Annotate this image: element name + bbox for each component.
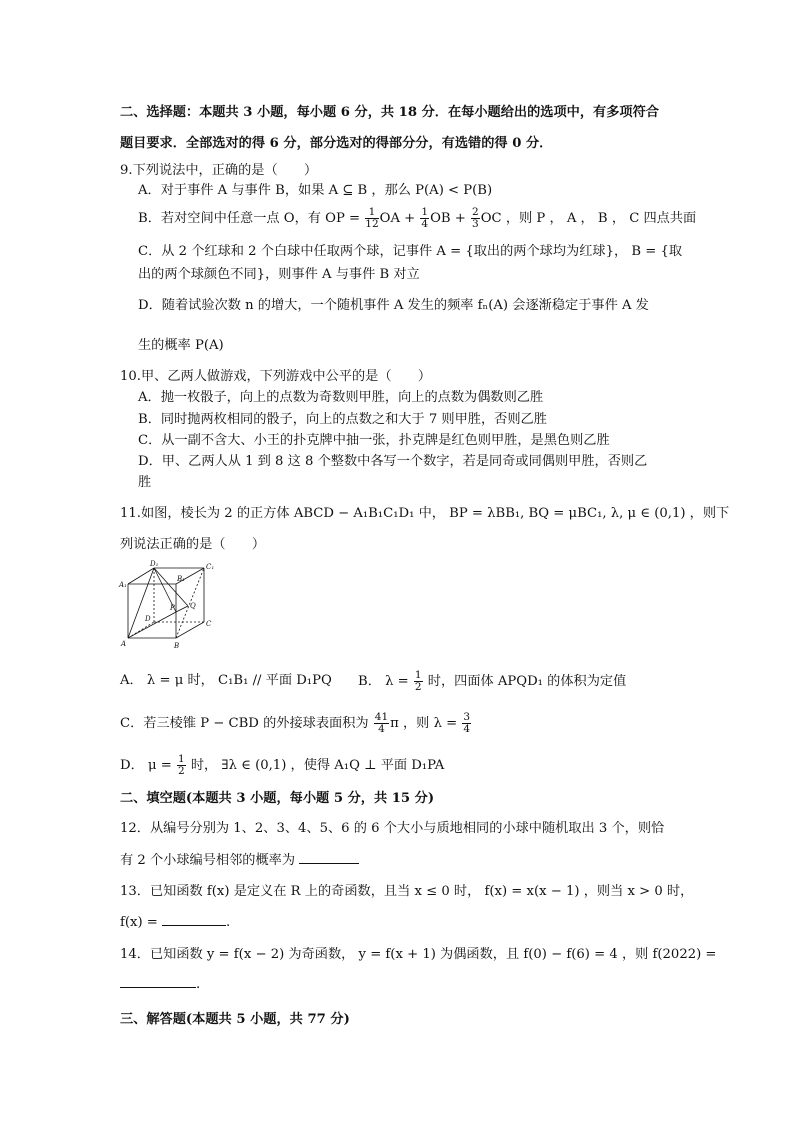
- fraction: [471, 207, 480, 230]
- q14-line1: 14．已知函数 y = f(x − 2) 为奇函数， y = f(x + 1) 为偶函数，且 f(0) − f(6) = 4 ，则 f(2022) =: [120, 947, 717, 962]
- q13-line2-text: f(x) =: [120, 915, 163, 930]
- fraction-denominator: 4: [378, 723, 385, 735]
- q14-line2-end: .: [196, 977, 201, 992]
- q14-line2: [120, 976, 200, 994]
- q10-option-d-line1: D．甲、乙两人从 1 到 8 这 8 个整数中各写一个数字，若是同奇或同偶则甲胜，否则乙: [138, 454, 648, 469]
- q12-line2: [120, 852, 359, 870]
- fraction: [374, 712, 389, 735]
- line-d1q: [154, 568, 188, 606]
- q10-option-d-line2: 胜: [138, 475, 152, 490]
- q11-option-c: [120, 712, 472, 735]
- section-answer-header: 三、解答题(本题共 5 小题，共 77 分): [120, 1012, 350, 1027]
- fraction-denominator: 2: [414, 681, 422, 693]
- q9-option-c-line1: C．从 2 个红球和 2 个白球中任取两个球，记事件 A = {取出的两个球均为红球}， B = {取: [138, 244, 683, 259]
- q10-option-b: B．同时抛两枚相同的骰子，向上的点数之和大于 7 则甲胜，否则乙胜: [138, 412, 547, 427]
- q11-option-d: [120, 754, 444, 777]
- fig-label-c: C: [206, 620, 212, 628]
- fraction: [177, 754, 186, 777]
- q12-answer-blank: [299, 863, 359, 864]
- fraction: [414, 670, 423, 693]
- q13-line2: [120, 914, 230, 932]
- q9-option-d-line2: 生的概率 P(A): [138, 338, 224, 353]
- q9-option-c-line2: 出的两个球颜色不同}，则事件 A 与事件 B 对立: [138, 267, 420, 282]
- q9-option-d-line1: D．随着试验次数 n 的增大，一个随机事件 A 发生的频率 fₙ(A) 会逐渐稳定于事件 A 发: [138, 298, 649, 313]
- fraction: [420, 207, 429, 230]
- cube-figure: [116, 560, 220, 652]
- q10-option-a: A．抛一枚骰子，向上的点数为奇数则甲胜，向上的点数为偶数则乙胜: [138, 390, 544, 405]
- q11-d-prefix: D． μ =: [120, 758, 176, 773]
- fraction-numerator: 41: [374, 711, 389, 723]
- q11-option-a: A． λ = μ 时， C₁B₁ // 平面 D₁PQ: [120, 673, 332, 688]
- fraction-numerator: 1: [365, 207, 378, 219]
- fraction-numerator: 1: [421, 206, 429, 218]
- fig-label-c1: C₁: [206, 563, 215, 571]
- fraction-denominator: 2: [177, 765, 185, 777]
- q11-d-suffix: 时， ∃λ ∈ (0,1) ，使得 A₁Q ⊥ 平面 D₁PA: [186, 758, 445, 773]
- q11-option-b: [358, 670, 626, 693]
- fraction-numerator: 2: [472, 206, 479, 218]
- q13-line1: 13．已知函数 f(x) 是定义在 R 上的奇函数，且当 x ≤ 0 时， f(x) = x(x − 1) ，则当 x > 0 时，: [120, 884, 694, 899]
- q9-b-term3: OC ，则 P ， A ， B ， C 四点共面: [480, 211, 697, 226]
- fig-label-d: D: [145, 615, 151, 623]
- q11-c-middle: π ，则 λ =: [390, 716, 462, 731]
- line-ap: [128, 612, 176, 638]
- q10-stem: 10.甲、乙两人做游戏，下列游戏中公平的是（ ）: [120, 369, 432, 384]
- fig-label-b1: B₁: [177, 575, 185, 583]
- fig-label-a1: A₁: [119, 581, 127, 589]
- section-mc-header-line1: 二、选择题：本题共 3 小题，每小题 6 分，共 18 分．在每小题给出的选项中，有多项符合: [120, 105, 659, 120]
- fraction-denominator: 3: [472, 218, 479, 230]
- section-fill-header: 二、填空题(本题共 3 小题，每小题 5 分，共 15 分): [120, 791, 435, 806]
- q11-stem-line1: 11.如图，棱长为 2 的正方体 ABCD − A₁B₁C₁D₁ 中， BP = λBB₁, BQ = μBC₁, λ, μ ∈ (0,1) ，则下: [120, 506, 730, 521]
- q12-line1: 12．从编号分别为 1、2、3、4、5、6 的 6 个大小与质地相同的小球中随机取出 3 个，则恰: [120, 821, 665, 836]
- fraction-denominator: 12: [365, 218, 379, 230]
- q9-b-prefix: B．若对空间中任意一点 O，有 OP =: [138, 211, 365, 226]
- line-pq: [176, 606, 188, 612]
- q12-line2-text: 有 2 个小球编号相邻的概率为: [120, 853, 296, 868]
- q14-answer-blank: [120, 987, 196, 988]
- q13-answer-blank: [162, 925, 226, 926]
- fraction: [365, 207, 378, 230]
- q11-stem-line2: 列说法正确的是（ ）: [120, 537, 266, 552]
- q9-b-term1: OA +: [379, 211, 420, 226]
- q13-line2-end: .: [226, 915, 231, 930]
- q9-b-term2: OB +: [430, 211, 471, 226]
- fraction-denominator: 4: [421, 218, 429, 230]
- q9-stem: 9.下列说法中，正确的是（ ）: [120, 163, 318, 178]
- section-mc-header-line2: 题目要求．全部选对的得 6 分，部分选对的得部分分，有选错的得 0 分．: [120, 136, 553, 151]
- q9-option-a: A．对于事件 A 与事件 B，如果 A ⊆ B ，那么 P(A) < P(B): [138, 183, 493, 198]
- fraction-numerator: 3: [463, 711, 471, 723]
- fraction-numerator: 1: [414, 669, 422, 681]
- fig-label-d1: D₁: [150, 560, 159, 568]
- edge-a1d1: [128, 568, 154, 584]
- q11-c-prefix: C．若三棱锥 P − CBD 的外接球表面积为: [120, 716, 373, 731]
- fig-label-a: A: [121, 640, 127, 648]
- q10-option-c: C．从一副不含大、小王的扑克牌中抽一张，扑克牌是红色则甲胜，是黑色则乙胜: [138, 433, 610, 448]
- fig-label-q: Q: [190, 602, 196, 610]
- line-ad1: [128, 568, 154, 638]
- q11-b-suffix: 时，四面体 APQD₁ 的体积为定值: [423, 674, 627, 689]
- fraction: [462, 712, 471, 735]
- fraction-numerator: 1: [177, 753, 185, 765]
- fig-label-p: P: [170, 604, 175, 612]
- fraction-denominator: 4: [463, 723, 471, 735]
- q9-option-b: [138, 207, 696, 230]
- q11-b-prefix: B． λ =: [358, 674, 413, 689]
- edge-bc: [176, 622, 204, 638]
- fig-label-b: B: [174, 642, 180, 650]
